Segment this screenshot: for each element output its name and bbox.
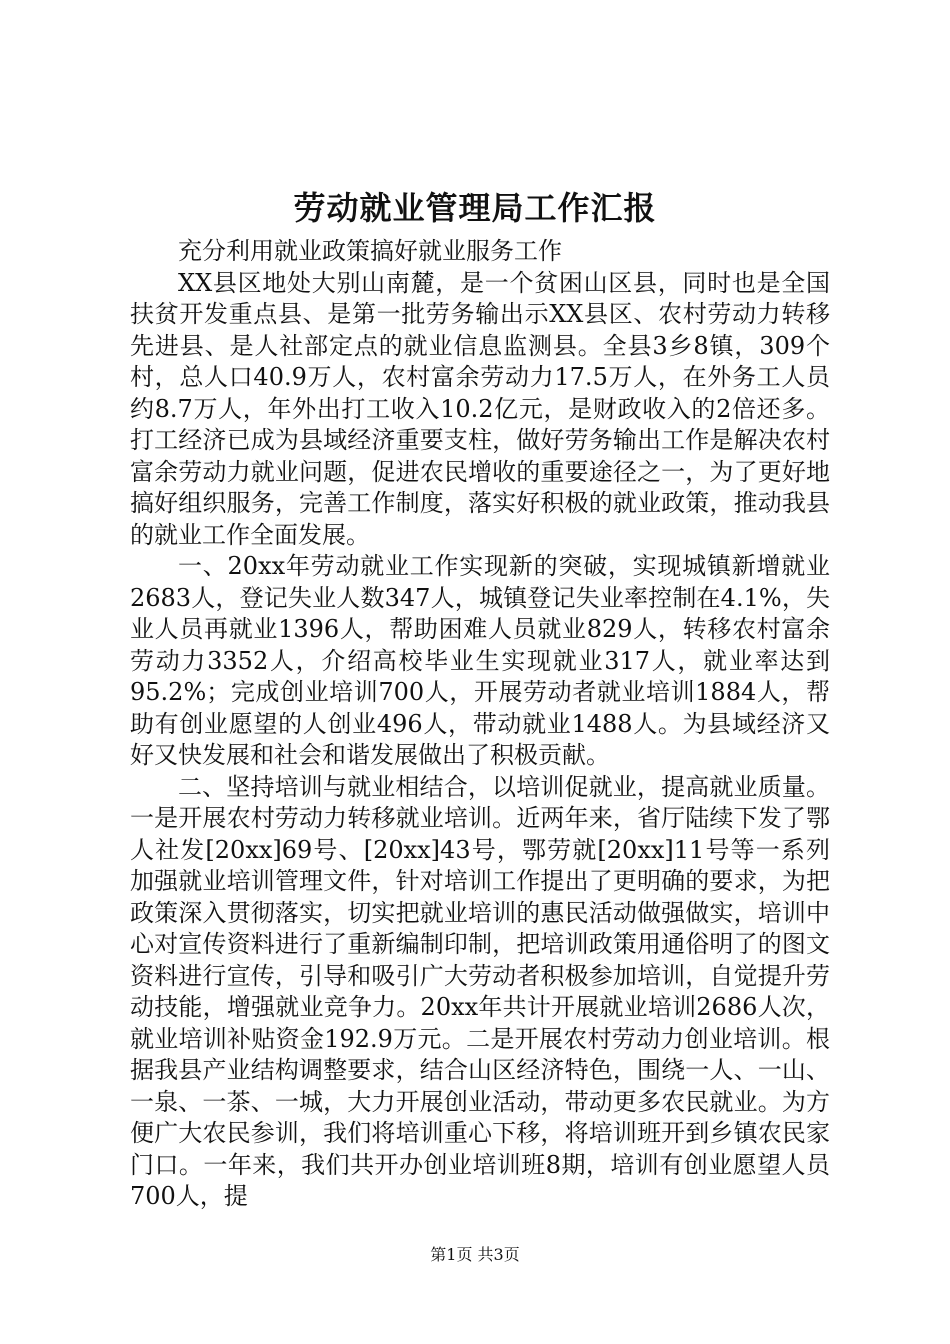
page-footer: 第1页 共3页: [430, 1245, 520, 1264]
document-body: [130, 236, 830, 1213]
paragraph-intro: XX县区地处大别山南麓，是一个贫困山区县，同时也是全国扶贫开发重点县、是第一批劳务输出示XX县区、农村劳动力转移先进县、是人社部定点的就业信息监测县。全县3乡8镇，309个村，总人口40.9万人，农村富余劳动力17.5万人，在外务工人员约8.7万人，年外出打工收入10.2亿元，是财政收入的2倍还多。打工经济已成为县域经济重要支柱，做好劳务输出工作是解决农村富余劳动力就业问题，促进农民增收的重要途径之一，为了更好地搞好组织服务，完善工作制度，落实好积极的就业政策，推动我县的就业工作全面发展。: [130, 268, 830, 549]
paragraph-section-two: 二、坚持培训与就业相结合，以培训促就业，提高就业质量。一是开展农村劳动力转移就业培训。近两年来，省厅陆续下发了鄂人社发[20xx]69号、[20xx]43号，鄂劳就[20xx]11号等一系列加强就业培训管理文件，针对培训工作提出了更明确的要求，为把政策深入贯彻落实，切实把就业培训的惠民活动做强做实，培训中心对宣传资料进行了重新编制印制，把培训政策用通俗明了的图文资料进行宣传，引导和吸引广大劳动者积极参加培训，自觉提升劳动技能，增强就业竞争力。20xx年共计开展就业培训2686人次，就业培训补贴资金192.9万元。二是开展农村劳动力创业培训。根据我县产业结构调整要求，结合山区经济特色，围绕一人、一山、一泉、一茶、一城，大力开展创业活动，带动更多农民就业。为方便广大农民参训，我们将培训重心下移，将培训班开到乡镇农民家门口。一年来，我们共开办创业培训班8期，培训有创业愿望人员700人，提: [130, 772, 830, 1210]
paragraph-subtitle: 充分利用就业政策搞好就业服务工作: [178, 237, 562, 265]
document-title: 劳动就业管理局工作汇报: [293, 189, 657, 227]
paragraph-section-one: 一、20xx年劳动就业工作实现新的突破，实现城镇新增就业2683人，登记失业人数347人，城镇登记失业率控制在4.1%，失业人员再就业1396人，帮助困难人员就业829人，转移农村富余劳动力3352人，介绍高校毕业生实现就业317人，就业率达到95.2%；完成创业培训700人，开展劳动者就业培训1884人，帮助有创业愿望的人创业496人，带动就业1488人。为县域经济又好又快发展和社会和谐发展做出了积极贡献。: [130, 552, 830, 769]
